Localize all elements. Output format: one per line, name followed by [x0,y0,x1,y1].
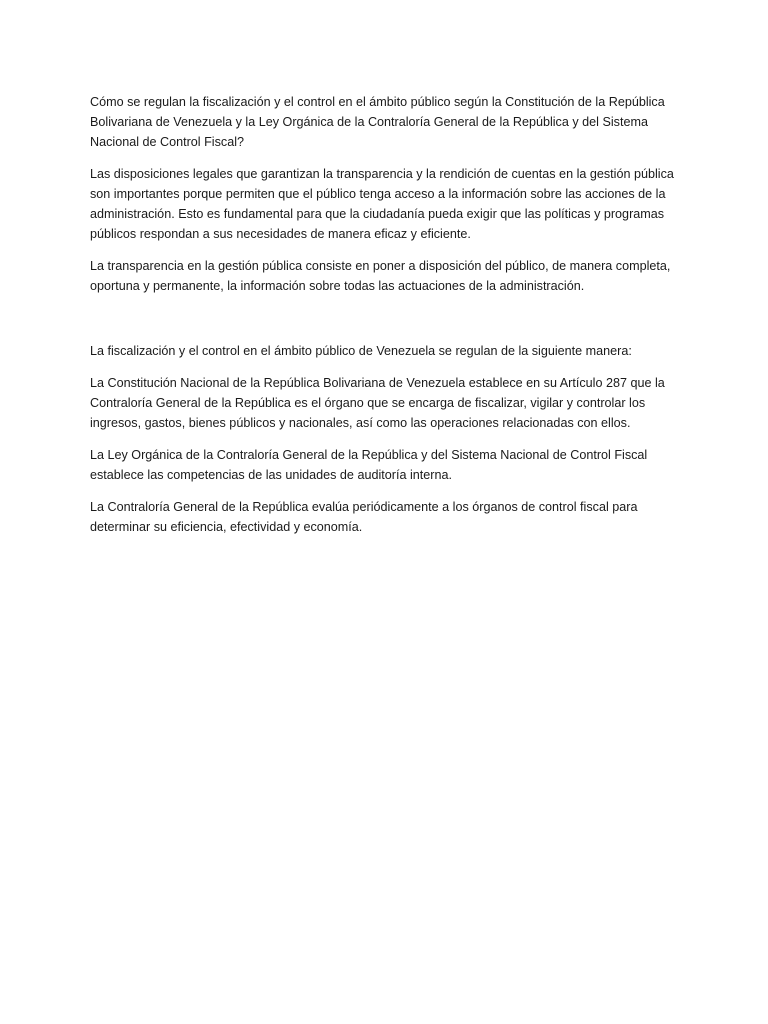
transparency-importance-paragraph: Las disposiciones legales que garantizan la transparencia y la rendición de cuentas en la gestión pública son importantes porque permiten que el público tenga acceso a la información sobre las acciones de la administración. Esto es fundamental para que la ciudadanía pueda exigir que las políticas y programas públicos respondan a sus necesidades de manera eficaz y eficiente. [90,167,674,241]
organic-law-paragraph: La Ley Orgánica de la Contraloría General de la República y del Sistema Nacional de Control Fiscal establece las competencias de las unidades de auditoría interna. [90,448,648,482]
transparency-definition-paragraph: La transparencia en la gestión pública consiste en poner a disposición del público, de manera completa, oportuna y permanente, la información sobre todas las actuaciones de la administración. [90,259,671,293]
constitution-paragraph: La Constitución Nacional de la República Bolivariana de Venezuela establece en su Artículo 287 que la Contraloría General de la República es el órgano que se encarga de fiscalizar, vigilar y controlar los ingresos, gastos, bienes públicos y nacionales, así como las operaciones relacionadas con ellos. [90,376,665,430]
evaluation-paragraph: La Contraloría General de la República evalúa periódicamente a los órganos de control fiscal para determinar su eficiencia, efectividad y economía. [90,500,638,534]
question-paragraph: Cómo se regulan la fiscalización y el control en el ámbito público según la Constitución de la República Bolivariana de Venezuela y la Ley Orgánica de la Contraloría General de la República y del Sistema Nacional de Control Fiscal? [90,95,665,149]
section-spacer [90,308,678,341]
regulation-intro-paragraph: La fiscalización y el control en el ámbito público de Venezuela se regulan de la siguiente manera: [90,344,632,358]
